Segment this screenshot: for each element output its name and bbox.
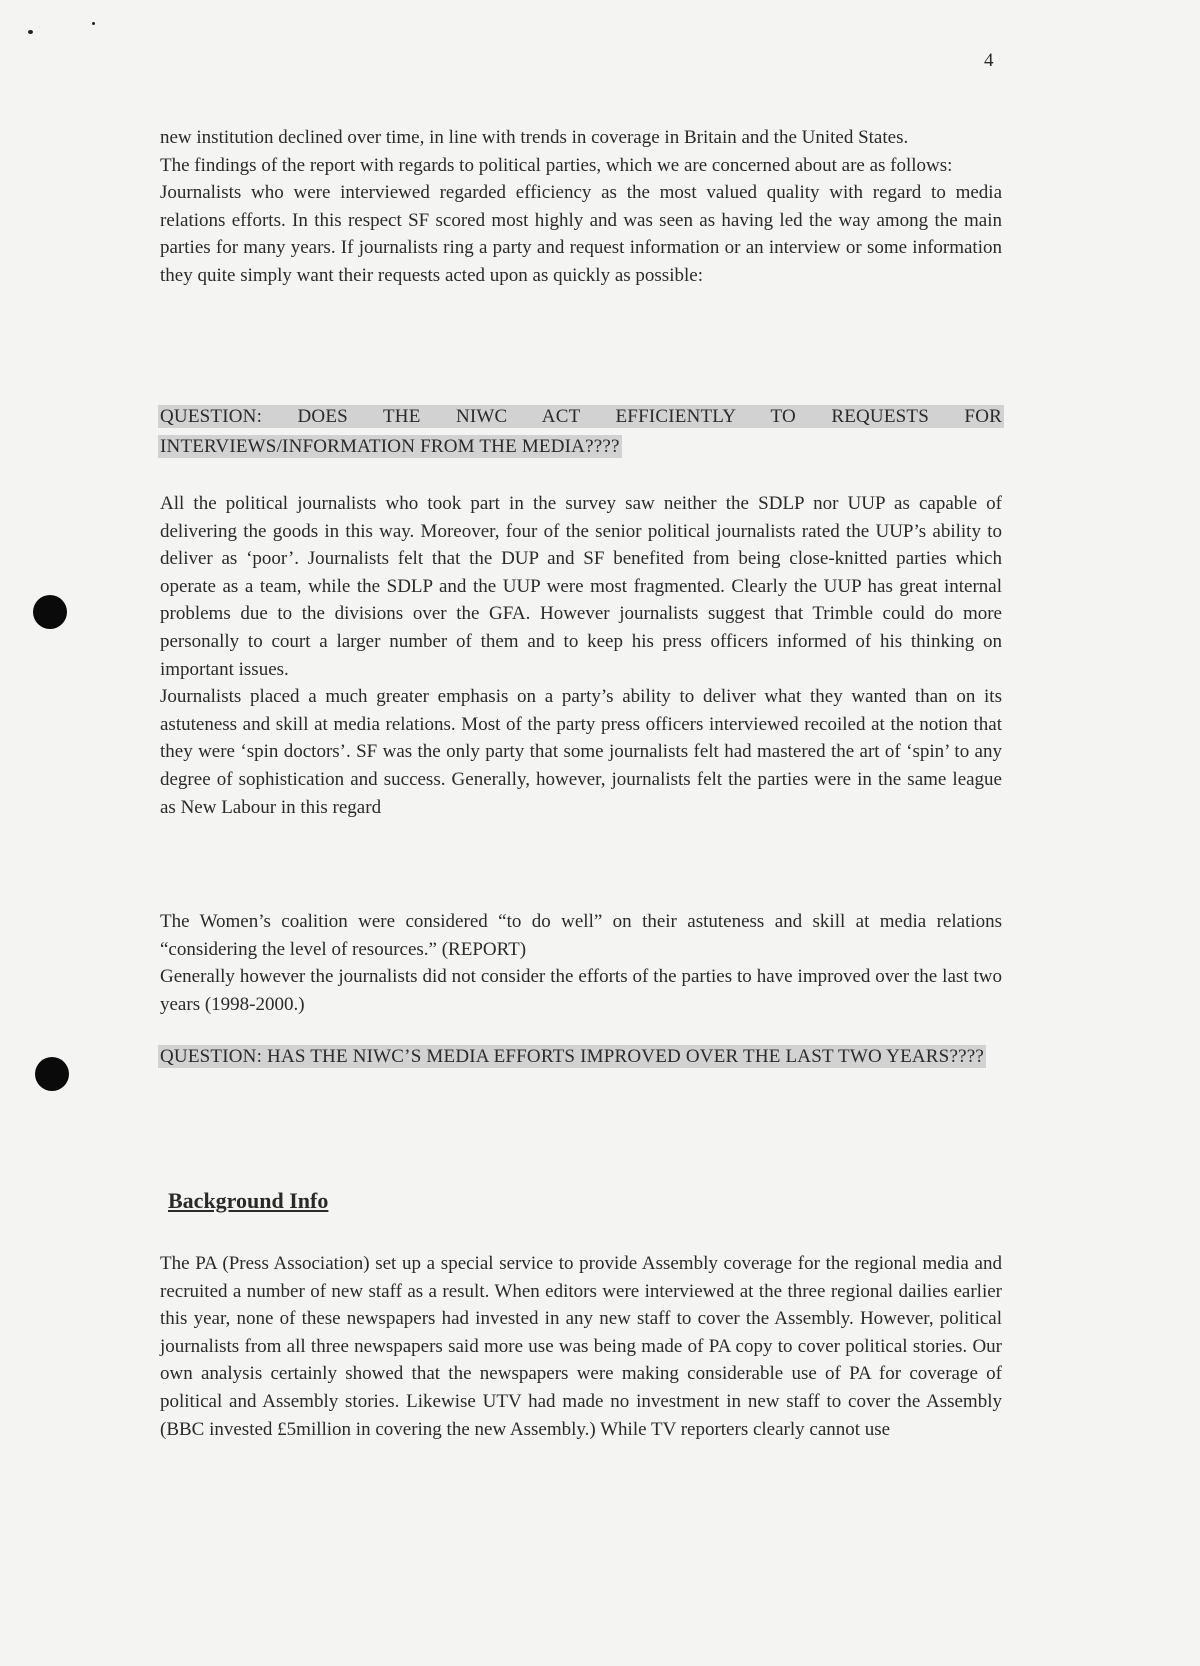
womens-coalition-paragraph: The Women’s coalition were considered “to do well” on their astuteness and skill at media relations “considering the level of resources.” (REPORT) bbox=[160, 911, 1002, 960]
background-section bbox=[160, 1250, 1002, 1443]
intro-section bbox=[160, 124, 1002, 290]
scan-speck bbox=[28, 30, 33, 34]
punch-hole bbox=[35, 1057, 69, 1091]
intro-paragraph: new institution declined over time, in line with trends in coverage in Britain and the United States. bbox=[160, 127, 909, 148]
page-number: 4 bbox=[984, 50, 994, 71]
findings-paragraph: All the political journalists who took part in the survey saw neither the SDLP nor UUP as capable of delivering the goods in this way. Moreover, four of the senior political journalists rated the UUP’s ability to deliver as ‘poor’. Journalists felt that the DUP and SF benefited from being close-knitted parties which operate as a team, while the SDLP and the UUP were most fragmented. Clearly the UUP has great internal problems due to the divisions over the GFA. However journalists suggest that Trimble could do more personally to court a larger number of them and to keep his press officers informed of his thinking on important issues. bbox=[160, 493, 1002, 680]
question-improvement bbox=[158, 1042, 1004, 1072]
findings-section bbox=[160, 490, 1002, 821]
question-efficiency-text: QUESTION: DOES THE NIWC ACT EFFICIENTLY TO REQUESTS FOR INTERVIEWS/INFORMATION FROM THE MEDIA???? bbox=[160, 406, 1002, 457]
findings-paragraph: Journalists placed a much greater emphasis on a party’s ability to deliver what they wanted than on its astuteness and skill at media relations. Most of the party press officers interviewed recoiled at the notion that they were ‘spin doctors’. SF was the only party that some journalists felt had mastered the art of ‘spin’ to any degree of sophistication and success. Generally, however, journalists felt the parties were in the same league as New Labour in this regard bbox=[160, 686, 1002, 818]
punch-hole bbox=[33, 595, 67, 629]
intro-paragraph: The findings of the report with regards to political parties, which we are concerned about are as follows: bbox=[160, 154, 953, 176]
intro-paragraph: Journalists who were interviewed regarded efficiency as the most valued quality with regard to media relations efforts. In this respect SF scored most highly and was seen as having led the way among the main parties for many years. If journalists ring a party and request information or an interview or some information they quite simply want their requests acted upon as quickly as possible: bbox=[160, 182, 1002, 286]
background-paragraph: The PA (Press Association) set up a special service to provide Assembly coverage for the regional media and recruited a number of new staff as a result. When editors were interviewed at the three regional dailies earlier this year, none of these newspapers had invested in any new staff to cover the Assembly. However, political journalists from all three newspapers said more use was being made of PA copy to cover political stories. Our own analysis certainly showed that the newspapers were making considerable use of PA for coverage of political and Assembly stories. Likewise UTV had made no investment in new staff to cover the Assembly (BBC invested £5million in covering the new Assembly.) While TV reporters clearly cannot use bbox=[160, 1253, 1002, 1440]
background-heading: Background Info bbox=[168, 1188, 329, 1213]
scan-speck bbox=[92, 22, 95, 25]
womens-coalition-paragraph: Generally however the journalists did not consider the efforts of the parties to have improved over the last two years (1998-2000.) bbox=[160, 966, 1002, 1015]
question-improvement-text: QUESTION: HAS THE NIWC’S MEDIA EFFORTS IMPROVED OVER THE LAST TWO YEARS???? bbox=[160, 1046, 984, 1067]
question-efficiency bbox=[158, 402, 1004, 462]
womens-coalition-section bbox=[160, 908, 1002, 1018]
